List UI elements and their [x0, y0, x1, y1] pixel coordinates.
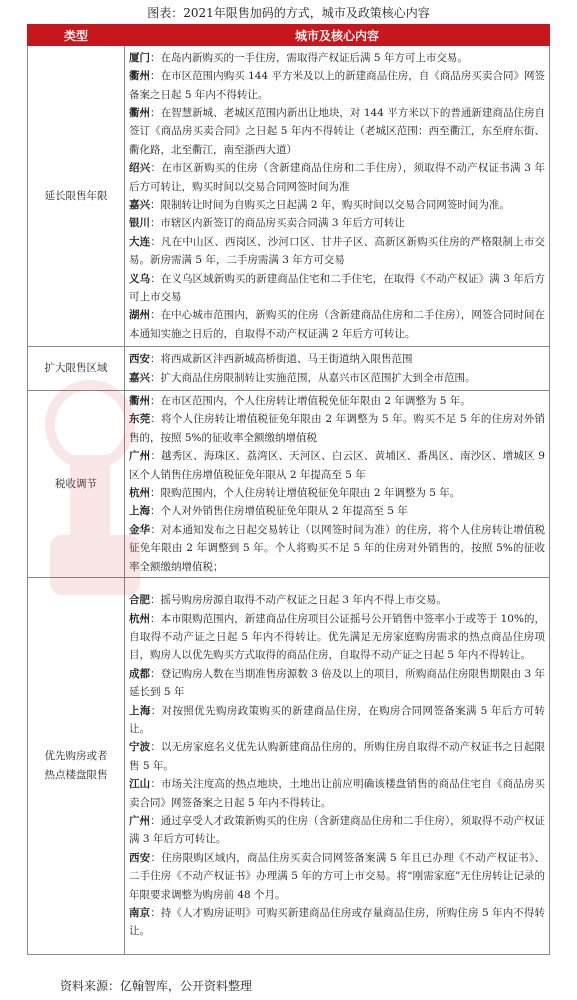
city-name: 东莞 — [129, 413, 151, 426]
table-row — [28, 578, 550, 955]
policy-entry — [129, 196, 545, 214]
source-note: 资料来源：亿翰智库，公开资料整理 — [60, 979, 253, 993]
city-name: 宁波 — [129, 741, 151, 754]
policy-entry — [129, 591, 545, 609]
table-row — [28, 46, 550, 347]
city-name: 嘉兴 — [129, 371, 150, 384]
city-name: 成都 — [129, 667, 151, 680]
policy-text: ：摇号购房房源自取得不动产权证之日起 3 年内不得上市交易。 — [150, 594, 447, 607]
header-type: 类型 — [28, 25, 125, 46]
city-name: 杭州 — [129, 612, 151, 625]
policy-text: ：通过享受人才政策新购买的住房（含新建商品住房和二手住房），须取得不动产权证满 3 年后方可转让。 — [129, 815, 546, 846]
policy-text: ：在义乌区域新购买的新建商品住宅和二手住宅，在取得《不动产权证》满 3 年后方可上市交易 — [129, 272, 545, 304]
policy-entry — [129, 392, 545, 410]
city-name: 衢州 — [129, 394, 150, 407]
policy-entry — [129, 502, 545, 520]
policy-entry — [129, 233, 545, 270]
policy-text: ：限购范围内，个人住房转让增值税征免年限由 2 年调整为 5 年。 — [150, 487, 461, 499]
city-name: 上海 — [129, 704, 151, 717]
row-type — [28, 578, 125, 955]
city-name: 金华 — [129, 523, 151, 536]
policy-text: ：市辖区内新签订的商品房买卖合同满 3 年后方可转让 — [150, 217, 405, 230]
table-header-row — [28, 25, 550, 46]
row-content — [125, 391, 550, 578]
city-name: 西安 — [129, 353, 150, 366]
policy-text: ：对本通知发布之日起交易转让（以网签时间为准）的住房，将个人住房转让增值税征免年限由 2 年调整到 5 年。个人将购买不足 5 年的住房对外销售的，按照 5%的征收率全额缴纳增值税； — [129, 523, 545, 573]
policy-text: ：个人对外销售住房增值税征免年限从 2 年提高至 5 年 — [150, 505, 408, 518]
row-type-line: 优先购房或者 — [44, 750, 108, 762]
policy-entry — [129, 447, 545, 484]
city-name: 银川 — [129, 217, 150, 230]
policy-text: ：市场关注度高的热点地块，土地出让前应明确该楼盘销售的商品住宅自《商品房买卖合同》网签备案之日起 5 年内不得转让。 — [129, 778, 545, 809]
policy-entry — [129, 610, 545, 665]
policy-entry — [129, 67, 545, 104]
city-name: 大连 — [129, 235, 151, 248]
city-name: 义乌 — [129, 272, 151, 285]
table-row — [28, 347, 550, 391]
city-name: 广州 — [129, 450, 151, 463]
city-name: 合肥 — [129, 594, 150, 607]
policy-text: ：在智慧新城、老城区范围内新出让地块，对 144 平方米以下的普通新建商品住房自签订《商品房买卖合同》之日起 5 年内不得转让（老城区范围：西至衢江，东至府东街、衢化路，北至衢江，南至浙西大道） — [129, 106, 546, 156]
policy-entry — [129, 738, 545, 775]
policy-entry — [129, 812, 545, 849]
policy-text: ：在市区新购买的住房（含新建商品住房和二手住房），须取得不动产权证书满 3 年后方可转让，购买时间以交易合同网签时间为准 — [129, 162, 546, 193]
policy-text: ：住房限购区域内，商品住房买卖合同网签备案满 5 年且已办理《不动产权证书》、二手住房《不动产权证书》办理满 5 年的方可上市交易。将“刚需家庭”无住房转让记录的年限要求调整为购房前 48 个月。 — [129, 851, 546, 901]
policy-entry — [129, 904, 545, 941]
policy-entry — [129, 104, 545, 159]
policy-text: ：本市限购范围内，新建商品住房项目公证摇号公开销售中签率小于或等于 10%的，自取得不动产证之日起 5 年内不得转让。优先满足无房家庭购房需求的热点商品住房项目，购房人以优先购买方式取得的商品住房，自取得不动产证之日起 5 年内不得转让。 — [129, 612, 545, 662]
policy-text: ：扩大商品住房限制转让实施范围，从嘉兴市区范围扩大到全市范围。 — [150, 371, 476, 384]
policy-text: ：将西咸新区沣西新城高桥街道、马王街道纳入限售范围 — [150, 353, 413, 366]
row-content — [125, 46, 550, 347]
policy-entry — [129, 775, 545, 812]
city-name: 衢州 — [129, 70, 151, 83]
row-content — [125, 578, 550, 955]
policy-text: ：对按照优先购房政策购买的新建商品住房，在购房合同网签备案满 5 年后方可转让。 — [129, 704, 546, 735]
policy-text: ：在市区范围内，个人住房转让增值税免征年限由 2 年调整为 5 年。 — [150, 394, 471, 407]
policy-entry — [129, 665, 545, 702]
city-name: 广州 — [129, 815, 151, 828]
city-name: 西安 — [129, 851, 151, 864]
city-name: 嘉兴 — [129, 199, 150, 211]
policy-text: ：以无房家庭名义优先认购新建商品住房的，所购住房自取得不动产权证书之日起限售 5 年。 — [129, 741, 545, 772]
policy-text: ：限制转让时间为自购买之日起满 2 年，购买时间以交易合同网签时间为准。 — [150, 199, 510, 211]
policy-entry — [129, 521, 545, 576]
policy-entry — [129, 214, 545, 232]
city-name: 衢州 — [129, 106, 151, 119]
policy-text: ：在岛内新购买的一手住房，需取得产权证后满 5 年方可上市交易。 — [150, 51, 468, 64]
policy-text: ：持《人才购房证明》可购买新建商品住房或存量商品住房，所购住房 5 年内不得转让。 — [129, 907, 545, 938]
policy-text: ：将个人住房转让增值税征免年限由 2 年调整为 5 年。购买不足 5 年的住房对外销售的，按照 5%的征收率全额缴纳增值税 — [129, 413, 545, 444]
row-type: 税收调节 — [28, 391, 125, 578]
city-name: 湖州 — [129, 309, 151, 322]
row-type: 扩大限售区域 — [28, 347, 125, 391]
policy-entry — [129, 350, 545, 368]
city-name: 江山 — [129, 778, 151, 791]
policy-entry — [129, 369, 545, 387]
policy-text: ：登记购房人数在当期准售房源数 3 倍及以上的项目，所购商品住房限售期限由 3 年延长到 5 年 — [129, 667, 545, 699]
row-type: 延长限售年限 — [28, 46, 125, 347]
policy-text: ：越秀区、海珠区、荔湾区、天河区、白云区、黄埔区、番禺区、南沙区、增城区 9 区个人销售住房增值税征免年限从 2 年提高至 5 年 — [129, 450, 545, 481]
policy-entry — [129, 702, 545, 739]
policy-table — [27, 24, 550, 955]
city-name: 南京 — [129, 907, 151, 920]
city-name: 杭州 — [129, 487, 150, 499]
table-caption: 图表：2021年限售加码的方式，城市及政策核心内容 — [147, 6, 430, 20]
policy-entry — [129, 159, 545, 196]
policy-entry — [129, 270, 545, 307]
policy-entry — [129, 306, 545, 343]
city-name: 上海 — [129, 505, 150, 518]
city-name: 绍兴 — [129, 162, 151, 175]
policy-entry — [129, 484, 545, 502]
policy-text: ：凡在中山区、西岗区、沙河口区、甘井子区、高新区新购买住房的严格限制上市交易。新房需满 5 年，二手房需满 3 年方可交易 — [129, 235, 545, 267]
policy-entry — [129, 849, 545, 904]
city-name: 厦门 — [129, 51, 150, 64]
policy-entry — [129, 410, 545, 447]
policy-text: ：在中心城市范围内，新购买的住房（含新建商品住房和二手住房），网签合同时间在本通知实施之日后的，自取得不动产权证满 2 年后方可转让。 — [129, 309, 546, 340]
table-row — [28, 391, 550, 578]
row-type-line: 热点楼盘限售 — [44, 769, 108, 781]
table-body — [28, 46, 550, 955]
row-content — [125, 347, 550, 391]
header-content: 城市及核心内容 — [125, 25, 550, 46]
policy-text: ：在市区范围内购买 144 平方米及以上的新建商品住房，自《商品房买卖合同》网签备案之日起 5 年内不得转让。 — [129, 70, 546, 101]
policy-entry — [129, 49, 545, 67]
